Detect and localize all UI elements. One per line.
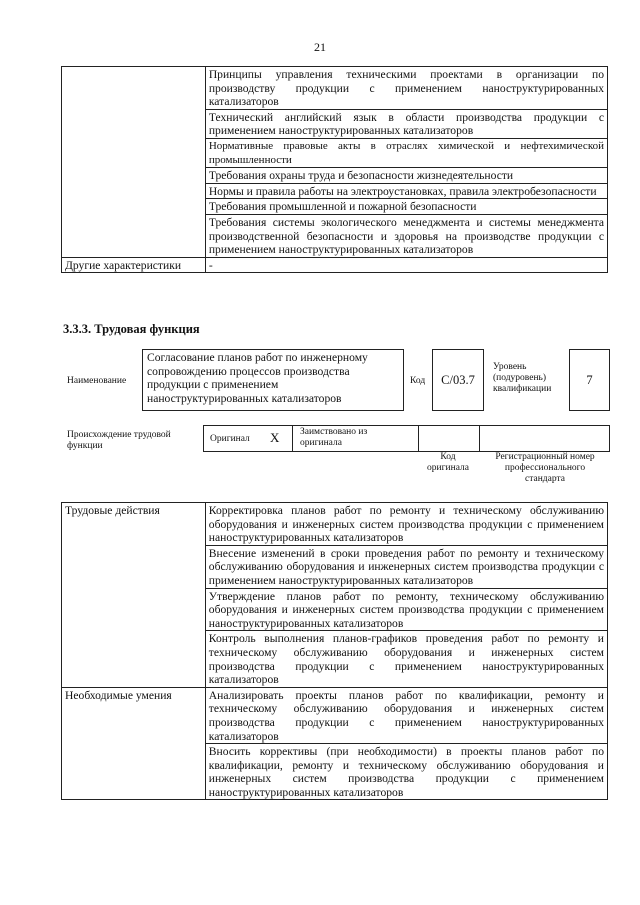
other-characteristics-value: - xyxy=(205,257,607,273)
skill-item: Анализировать проекты планов работ по квалификации, ремонту и техническому обслуживанию оборудования и инженерных систем производства продукции с применением наноструктурированных катализаторов xyxy=(205,687,607,743)
function-name-value: Согласование планов работ по инженерному сопровождению процессов производства продукции с применением наноструктурированных катализаторов xyxy=(147,351,368,405)
action-item: Контроль выполнения планов-графиков проведения работ по ремонту и техническому обслуживанию оборудования и инженерных систем производства продукции с применением наноструктурированных катализаторов xyxy=(205,631,607,687)
action-item: Утверждение планов работ по ремонту, техническому обслуживанию оборудования и инженерных систем производства продукции с применением наноструктурированных катализаторов xyxy=(205,588,607,631)
action-item: Внесение изменений в сроки проведения работ по ремонту и техническому обслуживанию оборудования и инженерных систем производства продукции с применением наноструктурированных катализаторов xyxy=(205,545,607,588)
original-label: Оригинал xyxy=(210,434,250,444)
page-number: 21 xyxy=(314,40,326,54)
other-characteristics-label: Другие характеристики xyxy=(62,257,206,273)
knowledge-item: Нормативные правовые акты в отраслях химической и нефтехимической промышленности xyxy=(205,138,607,167)
level-label: Уровень (подуровень) квалификации xyxy=(493,362,552,394)
function-name-box xyxy=(142,349,404,411)
knowledge-item: Требования системы экологического менеджмента и системы менеджмента производственной безопасности и здоровья на производстве продукции с применением наноструктурированных катализаторов xyxy=(205,214,607,257)
knowledge-item: Требования промышленной и пожарной безопасности xyxy=(205,199,607,215)
code-box xyxy=(432,349,484,411)
level-box xyxy=(569,349,610,411)
knowledge-table xyxy=(61,66,608,273)
table-row xyxy=(62,257,608,273)
table-row xyxy=(62,67,608,110)
table-row xyxy=(62,503,608,546)
code-original-label: Код оригинала xyxy=(427,452,469,473)
name-label: Наименование xyxy=(67,376,127,386)
origin-label: Происхождение трудовой функции xyxy=(67,430,171,451)
section-title: 3.3.3. Трудовая функция xyxy=(63,322,200,336)
code-value: C/03.7 xyxy=(441,372,475,387)
skill-item: Вносить коррективы (при необходимости) в проекты планов работ по квалификации, ремонту и техническому обслуживанию оборудования и инженерных систем производства продукции с применением наноструктурированных катализаторов xyxy=(205,744,607,800)
knowledge-item: Нормы и правила работы на электроустановках, правила электробезопасности xyxy=(205,183,607,199)
original-mark: X xyxy=(270,430,280,445)
actions-label: Трудовые действия xyxy=(62,503,206,688)
functions-table xyxy=(61,502,608,800)
borrowed-label: Заимствовано из оригинала xyxy=(300,427,368,448)
code-original-box xyxy=(418,425,480,452)
reg-number-box xyxy=(479,425,610,452)
knowledge-item: Принципы управления техническими проектами в организации по производству продукции с применением наноструктурированных катализаторов xyxy=(205,67,607,110)
empty-label-cell xyxy=(62,67,206,258)
action-item: Корректировка планов работ по ремонту и техническому обслуживанию оборудования и инженерных систем производства продукции с применением наноструктурированных катализаторов xyxy=(205,503,607,546)
level-value: 7 xyxy=(586,372,593,387)
skills-label: Необходимые умения xyxy=(62,687,206,800)
table-row xyxy=(62,687,608,743)
code-label: Код xyxy=(410,376,426,386)
knowledge-item: Требования охраны труда и безопасности жизнедеятельности xyxy=(205,168,607,184)
reg-number-label: Регистрационный номер профессионального стандарта xyxy=(495,452,595,484)
knowledge-item: Технический английский язык в области производства продукции с применением наноструктурированных катализаторов xyxy=(205,109,607,138)
